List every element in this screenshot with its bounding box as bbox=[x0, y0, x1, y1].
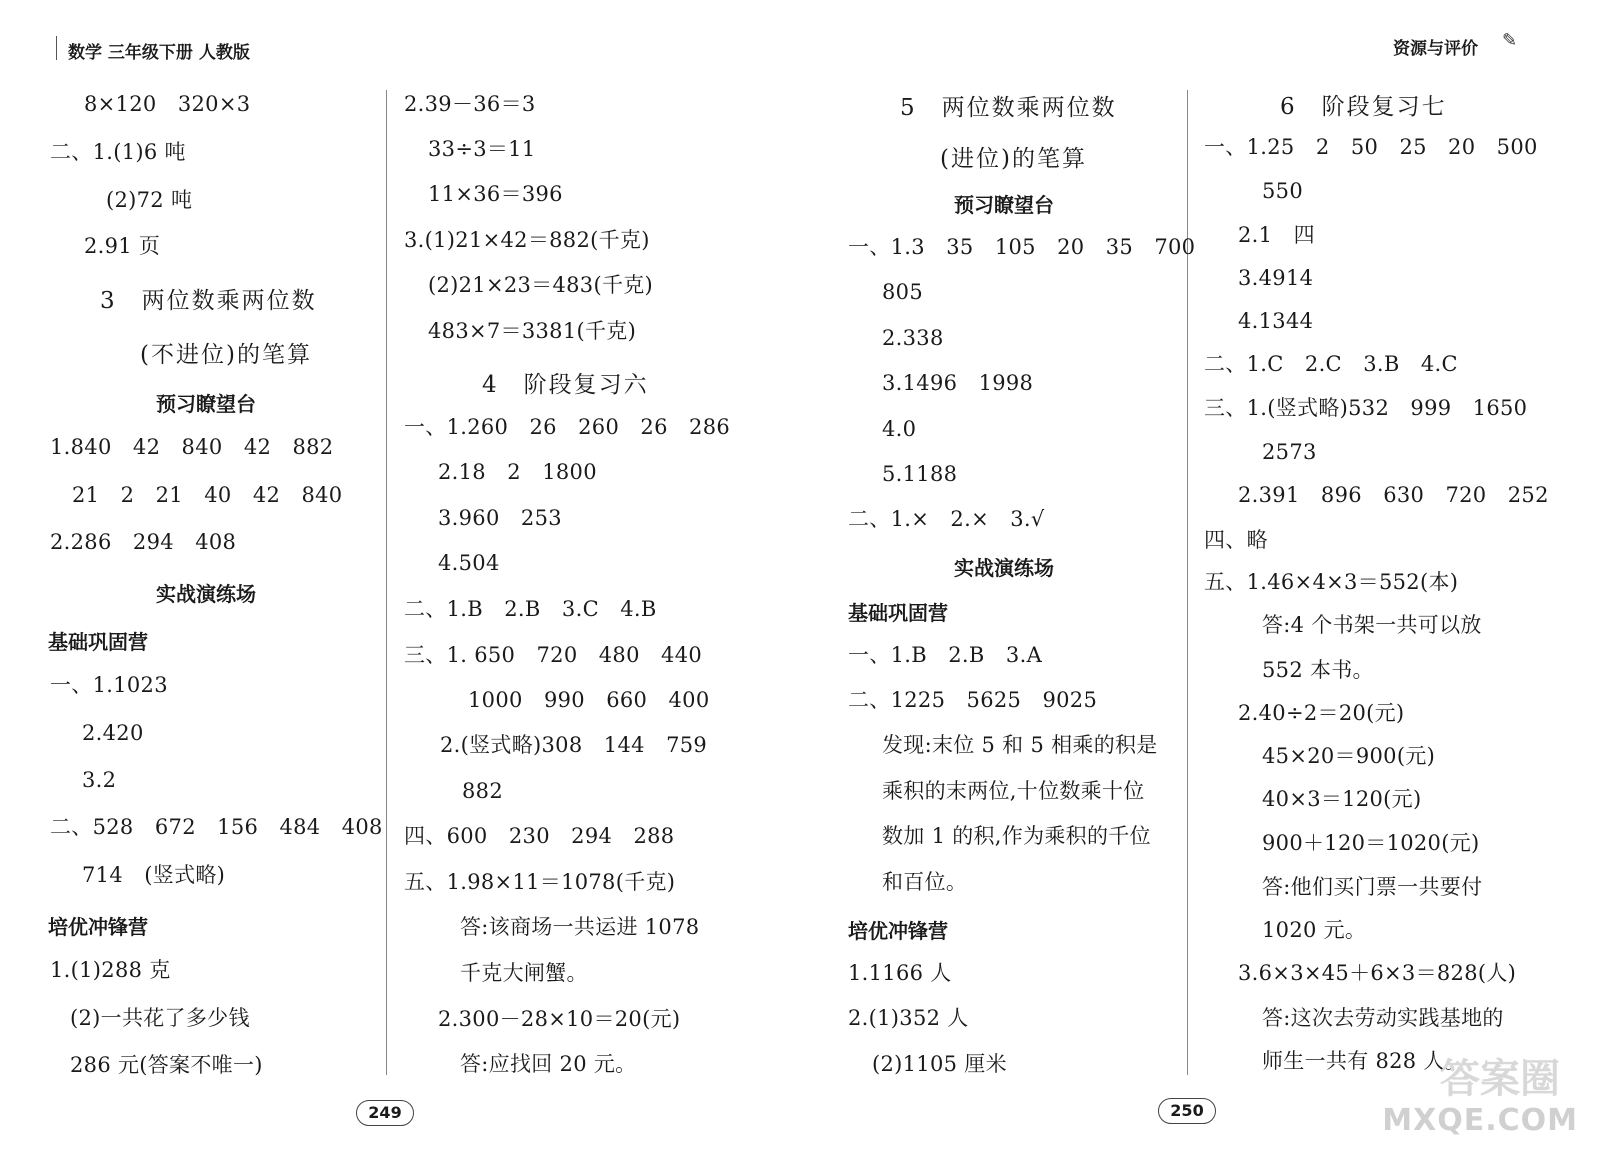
col3-line: 5.1188 bbox=[882, 462, 958, 486]
col1-line: 二、1.(1)6 吨 bbox=[50, 140, 186, 164]
col4-line: 答:他们买门票一共要付 bbox=[1262, 875, 1483, 899]
col2-line: 483×7＝3381(千克) bbox=[428, 319, 637, 343]
col1-section-subtitle: (不进位)的笔算 bbox=[140, 342, 312, 368]
col2-line: 四、600 230 294 288 bbox=[404, 824, 675, 848]
col4-line: 45×20＝900(元) bbox=[1262, 744, 1436, 768]
page-number-right: 250 bbox=[1158, 1098, 1216, 1124]
col4-line: 2.391 896 630 720 252 bbox=[1238, 483, 1549, 507]
col3-line: (2)1105 厘米 bbox=[872, 1052, 1007, 1076]
col4-line: 答:这次去劳动实践基地的 bbox=[1262, 1006, 1504, 1030]
col1-line: 21 2 21 40 42 840 bbox=[72, 483, 343, 507]
col3-line: 1.1166 人 bbox=[848, 961, 952, 985]
col3-section-title: 5 两位数乘两位数 bbox=[900, 95, 1117, 121]
col2-line: 4.504 bbox=[438, 551, 500, 575]
col1-line: 2.91 页 bbox=[84, 234, 161, 258]
col1-line: (2)72 吨 bbox=[106, 188, 193, 212]
col2-line: 882 bbox=[462, 779, 503, 803]
col1-line: 2.420 bbox=[82, 721, 144, 745]
col2-section-title: 4 阶段复习六 bbox=[482, 372, 649, 398]
col4-line: 五、1.46×4×3＝552(本) bbox=[1204, 570, 1459, 594]
col3-line: 2.338 bbox=[882, 326, 944, 350]
col4-line: 2573 bbox=[1262, 440, 1317, 464]
col4-line: 师生一共有 828 人。 bbox=[1262, 1049, 1467, 1073]
col4-line: 答:4 个书架一共可以放 bbox=[1262, 613, 1482, 637]
col3-subheading: 基础巩固营 bbox=[848, 601, 948, 625]
col3-line: 乘积的末两位,十位数乘十位 bbox=[882, 779, 1145, 803]
col3-line: 和百位。 bbox=[882, 870, 968, 894]
col3-line: 数加 1 的积,作为乘积的千位 bbox=[882, 824, 1151, 848]
watermark-url: MXQE.COM bbox=[1382, 1103, 1578, 1138]
col2-line: 2.300－28×10＝20(元) bbox=[438, 1007, 681, 1031]
col1-line: 3.2 bbox=[82, 768, 117, 792]
col1-line: 714 (竖式略) bbox=[82, 863, 226, 887]
col2-line: 一、1.260 26 260 26 286 bbox=[404, 415, 731, 439]
col2-line: 三、1. 650 720 480 440 bbox=[404, 643, 703, 667]
col4-line: 二、1.C 2.C 3.B 4.C bbox=[1204, 352, 1458, 376]
col3-line: 805 bbox=[882, 280, 923, 304]
col3-line: 2.(1)352 人 bbox=[848, 1006, 969, 1030]
col3-line: 一、1.3 35 105 20 35 700 bbox=[848, 235, 1196, 259]
col2-line: 2.18 2 1800 bbox=[438, 460, 597, 484]
col3-subheading: 培优冲锋营 bbox=[848, 919, 948, 943]
col4-line: 552 本书。 bbox=[1262, 658, 1374, 682]
col3-section-subtitle: (进位)的笔算 bbox=[940, 146, 1087, 172]
col4-line: 三、1.(竖式略)532 999 1650 bbox=[1204, 396, 1528, 420]
page-number-left: 249 bbox=[356, 1100, 414, 1126]
col1-subheading: 培优冲锋营 bbox=[48, 915, 148, 939]
header-left-title: 数学 三年级下册 人教版 bbox=[68, 43, 250, 63]
col1-heading: 预习瞭望台 bbox=[156, 392, 256, 416]
col2-line: 答:应找回 20 元。 bbox=[460, 1052, 637, 1076]
col2-line: 答:该商场一共运进 1078 bbox=[460, 915, 700, 939]
col4-line: 2.40÷2＝20(元) bbox=[1238, 701, 1405, 725]
col2-line: 11×36＝396 bbox=[428, 182, 563, 206]
col2-line: 33÷3＝11 bbox=[428, 137, 536, 161]
col1-line: 一、1.1023 bbox=[50, 673, 168, 697]
column-divider-left bbox=[386, 90, 387, 1075]
col2-line: 二、1.B 2.B 3.C 4.B bbox=[404, 597, 657, 621]
col4-line: 4.1344 bbox=[1238, 309, 1314, 333]
col3-line: 发现:末位 5 和 5 相乘的积是 bbox=[882, 733, 1158, 757]
header-right-icon: ✎ bbox=[1502, 30, 1518, 51]
col4-line: 3.4914 bbox=[1238, 266, 1314, 290]
col1-line: 2.286 294 408 bbox=[50, 530, 237, 554]
col4-line: 一、1.25 2 50 25 20 500 bbox=[1204, 135, 1538, 159]
watermark-logo: 答案圈 bbox=[1440, 1055, 1560, 1102]
col4-line: 四、略 bbox=[1204, 528, 1268, 552]
col3-heading: 实战演练场 bbox=[954, 556, 1054, 580]
col2-line: 1000 990 660 400 bbox=[468, 688, 710, 712]
col4-line: 1020 元。 bbox=[1262, 918, 1367, 942]
col4-line: 3.6×3×45＋6×3＝828(人) bbox=[1238, 961, 1517, 985]
col2-line: 千克大闸蟹。 bbox=[460, 961, 588, 985]
col3-heading: 预习瞭望台 bbox=[954, 193, 1054, 217]
col1-line: 8×120 320×3 bbox=[84, 92, 251, 116]
header-left-rule bbox=[56, 36, 57, 60]
col3-line: 一、1.B 2.B 3.A bbox=[848, 643, 1043, 667]
col2-line: 3.(1)21×42＝882(千克) bbox=[404, 228, 650, 252]
header-right-title: 资源与评价 bbox=[1393, 39, 1478, 59]
col1-line: 1.(1)288 克 bbox=[50, 958, 171, 982]
col1-line: 286 元(答案不唯一) bbox=[70, 1053, 263, 1077]
col1-line: 1.840 42 840 42 882 bbox=[50, 435, 334, 459]
col3-line: 二、1225 5625 9025 bbox=[848, 688, 1098, 712]
col4-line: 2.1 四 bbox=[1238, 223, 1315, 247]
col1-line: 二、528 672 156 484 408 bbox=[50, 815, 383, 839]
col3-line: 4.0 bbox=[882, 417, 917, 441]
col2-line: 五、1.98×11＝1078(千克) bbox=[404, 870, 676, 894]
col3-line: 二、1.× 2.× 3.√ bbox=[848, 507, 1045, 531]
col4-section-title: 6 阶段复习七 bbox=[1280, 94, 1447, 120]
col2-line: 3.960 253 bbox=[438, 506, 562, 530]
col1-heading: 实战演练场 bbox=[156, 582, 256, 606]
col3-line: 3.1496 1998 bbox=[882, 371, 1034, 395]
col1-section-title: 3 两位数乘两位数 bbox=[100, 288, 317, 314]
col1-line: (2)一共花了多少钱 bbox=[70, 1006, 250, 1030]
col2-line: (2)21×23＝483(千克) bbox=[428, 273, 654, 297]
col4-line: 550 bbox=[1262, 179, 1303, 203]
col4-line: 40×3＝120(元) bbox=[1262, 787, 1422, 811]
col4-line: 900＋120＝1020(元) bbox=[1262, 831, 1480, 855]
col1-subheading: 基础巩固营 bbox=[48, 630, 148, 654]
col2-line: 2.(竖式略)308 144 759 bbox=[440, 733, 708, 757]
col2-line: 2.39－36＝3 bbox=[404, 92, 536, 116]
